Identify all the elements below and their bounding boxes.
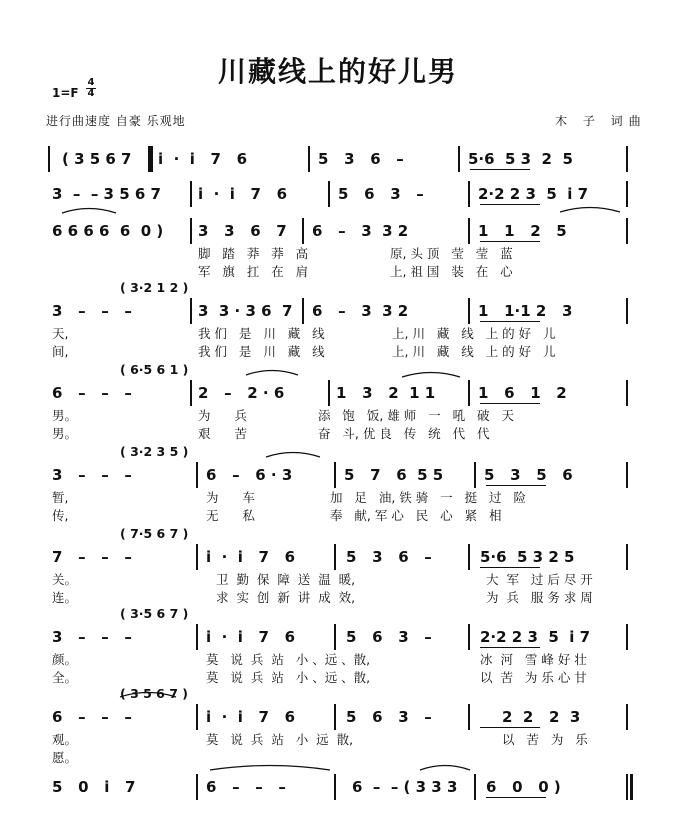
lyric-line: 颜。 xyxy=(52,652,78,667)
slur-arc xyxy=(120,693,176,698)
instrumental-intro: ( 3·2 3 5 ) xyxy=(120,444,189,459)
lyric-line: 卫 勤 保 障 送 温 暖, xyxy=(216,572,356,587)
measure-notes: i · i 7 6 xyxy=(206,628,296,646)
lyric-line: 脚 踏 莽 莽 高 xyxy=(198,246,309,261)
measure-notes: 5·6 5 3 2 5 xyxy=(468,150,573,168)
lyric-line: 冰 河 雪 峰 好 壮 xyxy=(480,652,587,667)
time-signature-bottom: 4 xyxy=(87,88,95,99)
lyric-line: 男。 xyxy=(52,426,78,441)
measure-notes: 6 – – – xyxy=(52,708,132,726)
measure-notes: 6 – 3 3 2 xyxy=(312,302,409,320)
tempo-marking: 进行曲速度 自豪 乐观地 xyxy=(46,114,186,128)
lyricist-composer-credit: 木 子 词曲 xyxy=(555,114,647,128)
measure-notes: 1 1·1 2 3 xyxy=(478,302,573,320)
instrumental-intro: ( 7·5 6 7 ) xyxy=(120,526,189,541)
lyric-line: 上, 川 藏 线 上 的 好 儿 xyxy=(392,344,556,359)
lyric-line: 愿。 xyxy=(52,750,78,765)
measure-notes: 1 3 2 1 1 xyxy=(336,384,436,402)
lyric-line: 暂, xyxy=(52,490,69,505)
measure-notes: 5 6 3 – xyxy=(346,628,432,646)
slur-arc xyxy=(62,209,116,214)
measure-notes: 5·6 5 3 2 5 xyxy=(480,548,575,566)
lyric-line: 大 军 过 后 尽 开 xyxy=(486,572,593,587)
lyric-line: 男。 xyxy=(52,408,78,423)
measure-notes: 5 7 6 5 5 xyxy=(344,466,444,484)
slur-arc xyxy=(420,766,470,771)
measure-notes: i · i 7 6 xyxy=(206,548,296,566)
lyric-line: 间, xyxy=(52,344,69,359)
measure-notes: i · i 7 6 xyxy=(198,185,288,203)
lyric-line: 为 兵 xyxy=(198,408,247,423)
measure-notes: 6 – 3 3 2 xyxy=(312,222,409,240)
lyric-line: 观。 xyxy=(52,732,78,747)
measure-notes: 7 – – – xyxy=(52,548,132,566)
lyric-line: 莫 说 兵 站 小 、远 、散, xyxy=(206,670,371,685)
lyric-line: 莫 说 兵 站 小 远 散, xyxy=(206,732,354,747)
measure-notes: 3 – – – xyxy=(52,302,132,320)
lyric-line: 为 车 xyxy=(206,490,255,505)
slur-arc xyxy=(266,453,320,458)
measure-notes: 6 – – ( 3 3 3 xyxy=(352,778,458,796)
lyric-line: 我 们 是 川 藏 线 xyxy=(198,344,325,359)
lyric-line: 加 足 油, 铁 骑 一 挺 过 险 xyxy=(330,490,526,505)
lyric-line: 奋 斗, 优 良 传 统 代 代 xyxy=(318,426,490,441)
measure-notes: 6 – 6 · 3 xyxy=(206,466,293,484)
measure-notes: 6 – – – xyxy=(206,778,286,796)
key-signature: 1=F xyxy=(52,86,79,100)
slur-arc xyxy=(560,208,620,213)
instrumental-intro: ( 3 5 6 7 ) xyxy=(120,686,188,701)
slur-arc xyxy=(402,373,460,378)
lyric-line: 天, xyxy=(52,326,69,341)
measure-notes: 3 – – – xyxy=(52,466,132,484)
measure-notes: 3 – – 3 5 6 7 xyxy=(52,185,161,203)
lyric-line: 以 苦 为 乐 心 甘 xyxy=(480,670,587,685)
song-title: 川藏线上的好儿男 xyxy=(217,55,458,88)
measure-notes: 5 3 5 6 xyxy=(484,466,573,484)
measure-notes: 3 3 6 7 xyxy=(198,222,287,240)
measure-notes: 3 3 · 3 6 7 xyxy=(198,302,293,320)
instrumental-intro: ( 3·2 1 2 ) xyxy=(120,280,189,295)
measure-notes: 5 3 6 – xyxy=(346,548,432,566)
measure-notes: 6 – – – xyxy=(52,384,132,402)
lyric-line: 连。 xyxy=(52,590,78,605)
measure-notes: 2 – 2 · 6 xyxy=(198,384,285,402)
lyric-line: 全。 xyxy=(52,670,78,685)
instrumental-intro: ( 6·5 6 1 ) xyxy=(120,362,189,377)
lyric-line: 上, 祖 国 装 在 心 xyxy=(390,264,513,279)
lyric-line: 上, 川 藏 线 上 的 好 儿 xyxy=(392,326,556,341)
measure-notes: 5 6 3 – xyxy=(338,185,424,203)
lyric-line: 奉 献, 军 心 民 心 紧 相 xyxy=(330,508,502,523)
measure-notes: 5 6 3 – xyxy=(346,708,432,726)
lyric-line: 传, xyxy=(52,508,69,523)
measure-notes: 6 0 0 ) xyxy=(486,778,561,796)
slur-arc xyxy=(210,766,330,771)
measure-notes: 6 6 6 6 6 0 ) xyxy=(52,222,164,240)
lyric-line: 艰 苦 xyxy=(198,426,247,441)
lyric-line: 以 苦 为 乐 xyxy=(502,732,588,747)
instrumental-intro: ( 3·5 6 7 ) xyxy=(120,606,189,621)
lyric-line: 莫 说 兵 站 小 、远 、散, xyxy=(206,652,371,667)
measure-notes: 3 – – – xyxy=(52,628,132,646)
measure-notes: 2 2 2 3 xyxy=(502,708,581,726)
lyric-line: 军 旗 扛 在 肩 xyxy=(198,264,309,279)
slur-arc xyxy=(246,371,298,376)
lyric-line: 无 私 xyxy=(206,508,255,523)
measure-notes: 2·2 2 3 5 i 7 xyxy=(480,628,591,646)
measure-notes: 5 0 i 7 xyxy=(52,778,136,796)
measure-notes: 1 6 1 2 xyxy=(478,384,567,402)
lyric-line: 关。 xyxy=(52,572,78,587)
measure-notes: 5 3 6 – xyxy=(318,150,404,168)
measure-notes: i · i 7 6 xyxy=(158,150,248,168)
lyric-line: 为 兵 服 务 求 周 xyxy=(486,590,593,605)
measure-notes: 1 1 2 5 xyxy=(478,222,567,240)
lyric-line: 添 饱 饭, 雄 师 一 吼 破 天 xyxy=(318,408,514,423)
lyric-line: 我 们 是 川 藏 线 xyxy=(198,326,325,341)
lyric-line: 求 实 创 新 讲 成 效, xyxy=(216,590,356,605)
measure-notes: ( 3 5 6 7 xyxy=(62,150,132,168)
measure-notes: 2·2 2 3 5 i 7 xyxy=(478,185,589,203)
time-signature-top: 4 xyxy=(87,77,95,88)
measure-notes: i · i 7 6 xyxy=(206,708,296,726)
lyric-line: 原, 头 顶 莹 莹 蓝 xyxy=(390,246,513,261)
